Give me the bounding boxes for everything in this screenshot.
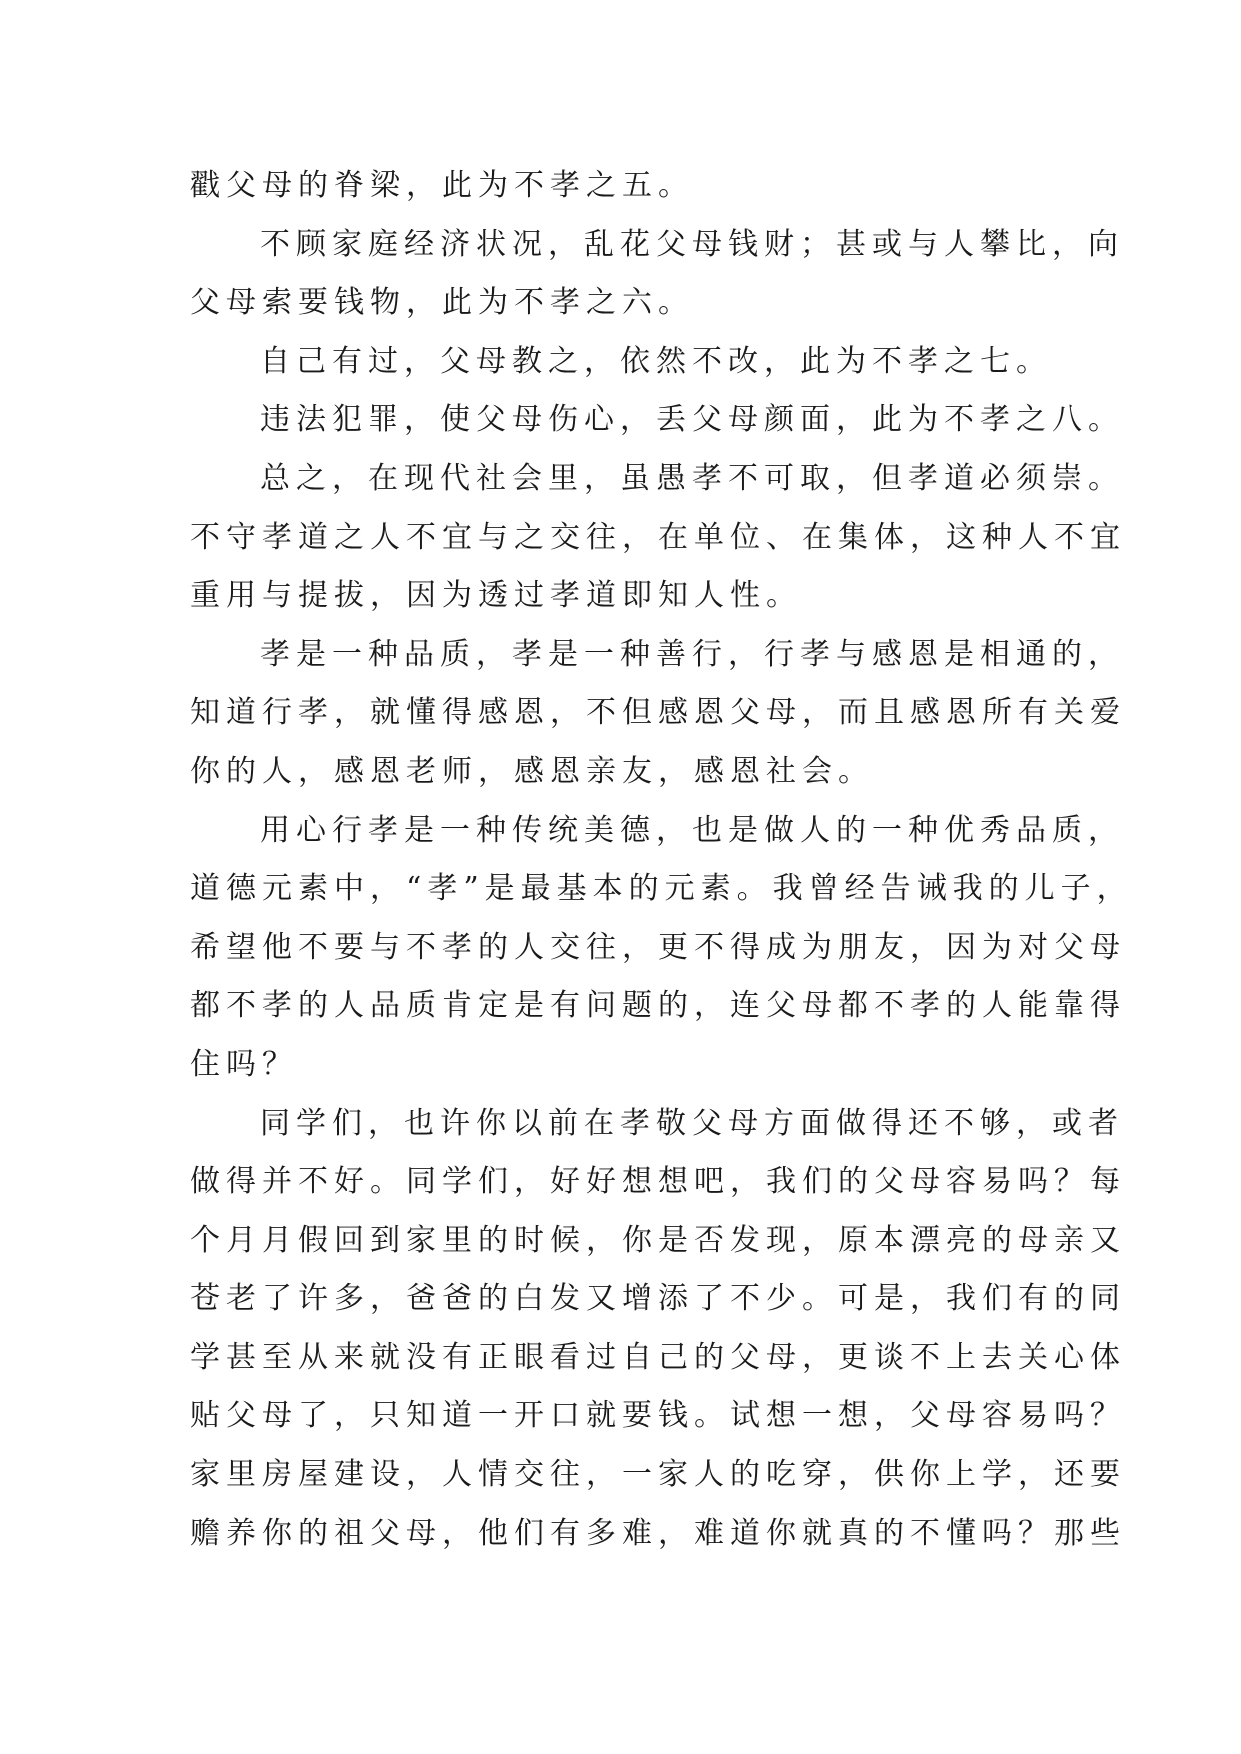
text-line: 父母索要钱物，此为不孝之六。 [190, 285, 694, 321]
text-line: 赡养你的祖父母，他们有多难，难道你就真的不懂吗？那些 [190, 1515, 1126, 1551]
text-line: 你的人，感恩老师，感恩亲友，感恩社会。 [190, 753, 874, 789]
text-line: 家里房屋建设，人情交往，一家人的吃穿，供你上学，还要 [190, 1457, 1126, 1493]
text-line: 不顾家庭经济状况，乱花父母钱财；甚或与人攀比，向 [260, 226, 1124, 262]
text-line: 自己有过，父母教之，依然不改，此为不孝之七。 [260, 343, 1052, 379]
text-line: 违法犯罪，使父母伤心，丢父母颜面，此为不孝之八。 [260, 402, 1124, 438]
text-line: 重用与提拔，因为透过孝道即知人性。 [190, 578, 802, 614]
text-line: 用心行孝是一种传统美德，也是做人的一种优秀品质， [260, 812, 1124, 848]
text-line: 学甚至从来就没有正眼看过自己的父母，更谈不上去关心体 [190, 1339, 1126, 1375]
text-line: 贴父母了，只知道一开口就要钱。试想一想，父母容易吗？ [190, 1398, 1126, 1434]
body-text [190, 157, 1133, 1563]
text-line: 同学们，也许你以前在孝敬父母方面做得还不够，或者 [260, 1105, 1124, 1141]
text-line: 都不孝的人品质肯定是有问题的，连父母都不孝的人能靠得 [190, 988, 1126, 1024]
text-line: 住吗？ [190, 1046, 298, 1082]
text-line: 孝是一种品质，孝是一种善行，行孝与感恩是相通的， [260, 636, 1124, 672]
text-line: 戳父母的脊梁，此为不孝之五。 [190, 168, 694, 203]
text-line: 苍老了许多，爸爸的白发又增添了不少。可是，我们有的同 [190, 1281, 1126, 1317]
text-line: 总之，在现代社会里，虽愚孝不可取，但孝道必须崇。 [260, 460, 1124, 496]
text-line: 希望他不要与不孝的人交往，更不得成为朋友，因为对父母 [190, 929, 1126, 965]
text-line: 道德元素中，“孝”是最基本的元素。我曾经告诫我的儿子， [190, 871, 1133, 907]
text-line: 个月月假回到家里的时候，你是否发现，原本漂亮的母亲又 [190, 1222, 1126, 1258]
text-line: 做得并不好。同学们，好好想想吧，我们的父母容易吗？每 [190, 1164, 1126, 1200]
text-line: 不守孝道之人不宜与之交往，在单位、在集体，这种人不宜 [190, 519, 1126, 555]
text-line: 知道行孝，就懂得感恩，不但感恩父母，而且感恩所有关爱 [190, 695, 1126, 731]
